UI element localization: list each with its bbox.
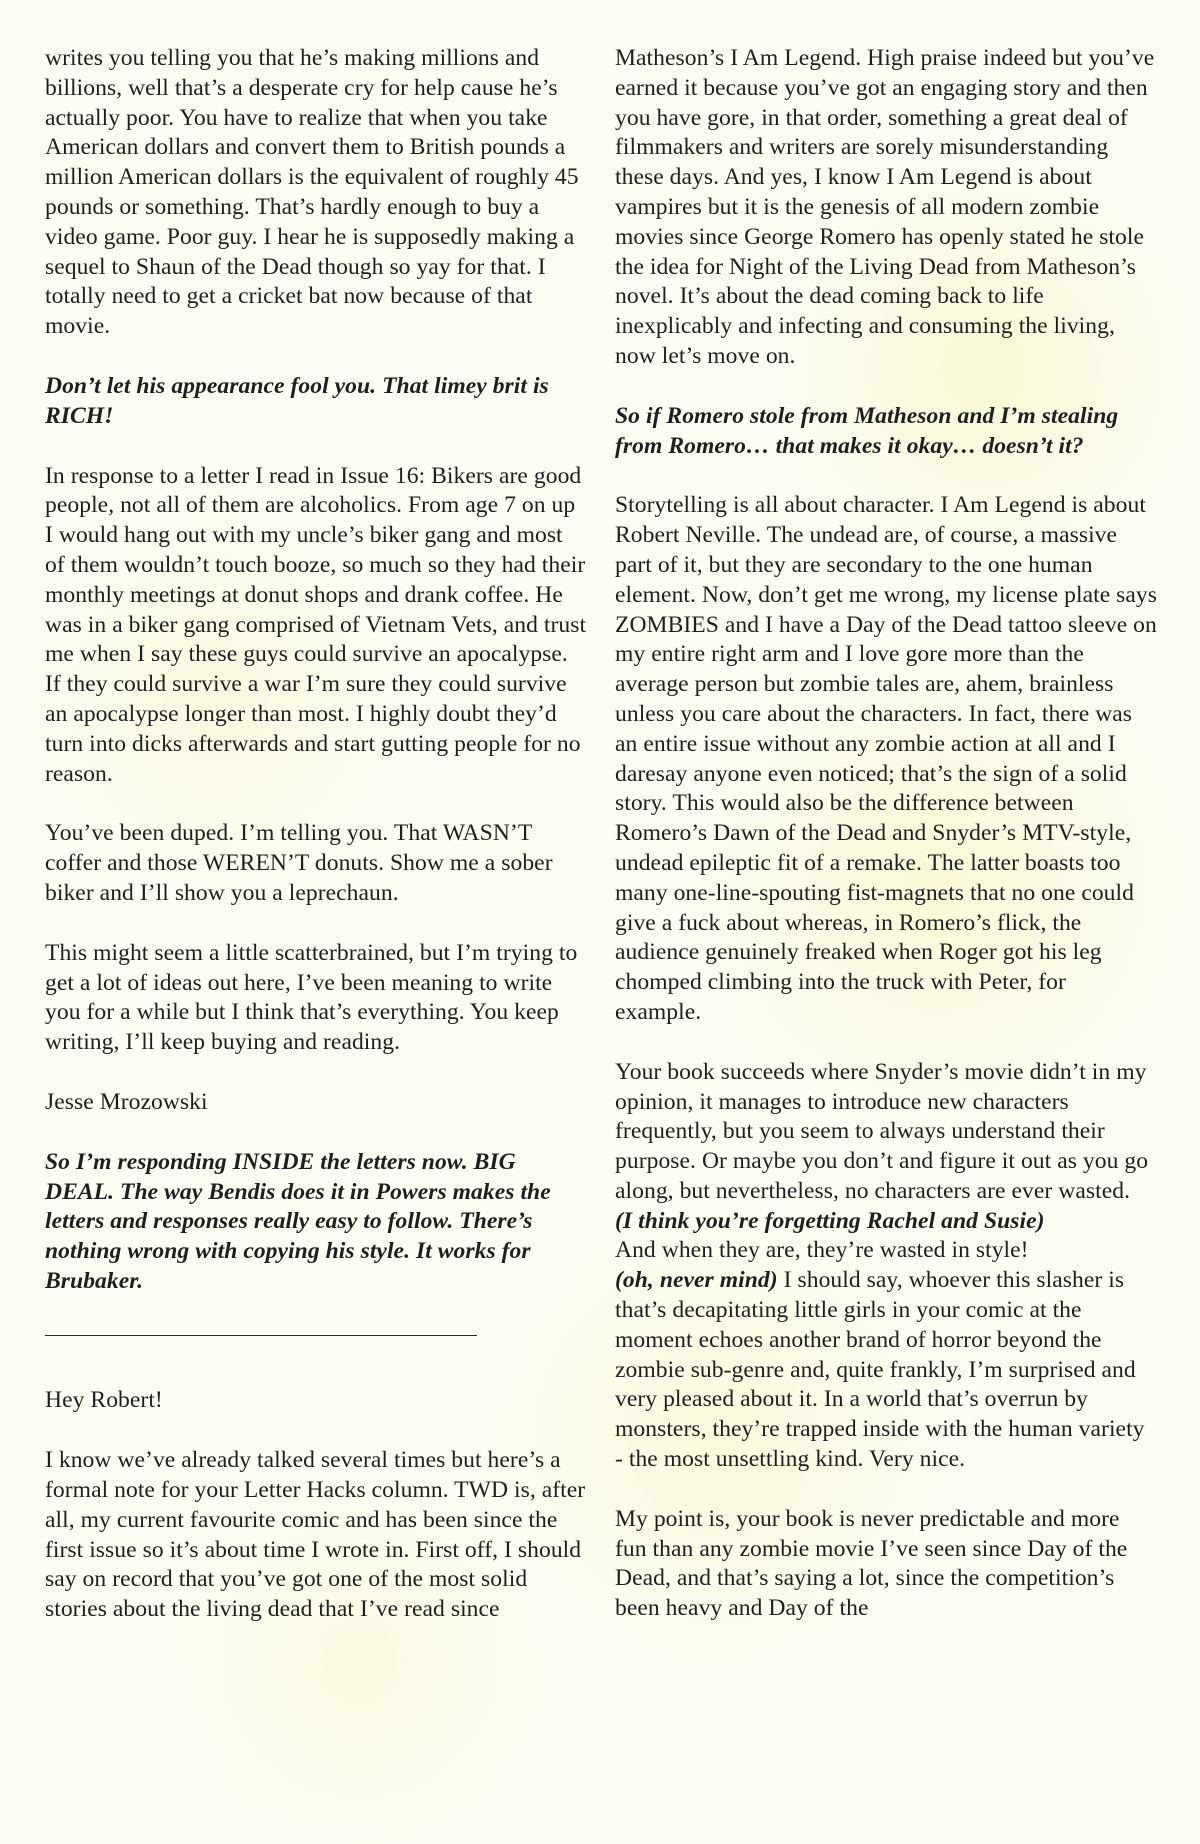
inline-editor-response: (oh, never mind): [615, 1267, 778, 1294]
letter-paragraph: Matheson’s I Am Legend. High praise indeed but you’ve earned it because you’ve got an engaging story and then you have gore, in that order, something a great deal of filmmakers and writers are sorely misunderstanding these days. And yes, I know I Am Legend is about vampires but it is the genesis of all modern zombie movies since George Romero has openly stated he stole the idea for Night of the Living Dead from Matheson’s novel. It’s about the dead coming back to life inexplicably and infecting and consuming the living, now let’s move on.: [615, 45, 1155, 369]
letter-greeting: Hey Robert!: [45, 1387, 163, 1414]
letter-text: I should say, whoever this slasher is that’s decapitating little girls in your comic at the moment echoes another brand of horror beyond the zombie sub-genre and, quite frankly, I’m surprised and very pleased about it. In a world that’s overrun by monsters, they’re trapped inside with the human variety - the most unsettling kind. Very nice.: [615, 1267, 1145, 1473]
letter-divider: [45, 1327, 587, 1357]
editor-response: So I’m responding INSIDE the letters now. BIG DEAL. The way Bendis does it in Powers makes the letters and responses really easy to follow. There’s nothing wrong with copying his style. It works for Brubaker.: [45, 1148, 551, 1294]
editor-response: So if Romero stole from Matheson and I’m stealing from Romero… that makes it okay… doesn’t it?: [615, 402, 1119, 459]
letter-paragraph-with-responses: [615, 1058, 1157, 1475]
letter-paragraph: You’ve been duped. I’m telling you. That WASN’T coffer and those WEREN’T donuts. Show me a sober biker and I’ll show you a leprechaun.: [45, 820, 553, 906]
letter-signature: Jesse Mrozowski: [45, 1088, 208, 1115]
letter-paragraph: Storytelling is all about character. I Am Legend is about Robert Neville. The undead are, of course, a massive part of it, but they are secondary to the one human element. Now, don’t get me wrong, my license plate says ZOMBIES and I have a Day of the Dead tattoo sleeve on my entire right arm and I love gore more than the average person but zombie tales are, ahem, brainless unless you care about the characters. In fact, there was an entire issue without any zombie action at all and I daresay anyone even noticed; that’s the sign of a solid story. This would also be the difference between Romero’s Dawn of the Dead and Snyder’s MTV-style, undead epileptic fit of a remake. The latter boasts too many one-line-spouting fist-magnets that no one could give a fuck about whereas, in Romero’s flick, the audience genuinely freaked when Roger got his leg chomped climbing into the truck with Peter, for example.: [615, 492, 1157, 1025]
letter-paragraph: My point is, your book is never predictable and more fun than any zombie movie I’ve seen since Day of the Dead, and that’s saying a lot, since the competition’s been heavy and Day of the: [615, 1505, 1128, 1622]
letter-text: Your book succeeds where Snyder’s movie didn’t in my opinion, it manages to introduce new characters frequently, but you seem to always understand their purpose. Or maybe you don’t and figure it out as you go along, but nevertheless, no characters are ever wasted.: [615, 1058, 1149, 1204]
left-column: [45, 44, 587, 1625]
right-column: [615, 44, 1157, 1624]
divider-rule: [45, 1335, 477, 1336]
inline-editor-response: (I think you’re forgetting Rachel and Susie): [615, 1207, 1045, 1234]
letter-text: And when they are, they’re wasted in style!: [615, 1237, 1029, 1264]
letter-paragraph: In response to a letter I read in Issue 16: Bikers are good people, not all of them are alcoholics. From age 7 on up I would hang out with my uncle’s biker gang and most of them wouldn’t touch booze, so much so they had their monthly meetings at donut shops and drank coffee. He was in a biker gang comprised of Vietnam Vets, and trust me when I say these guys could survive an apocalypse. If they could survive a war I’m sure they could survive an apocalypse longer than most. I highly doubt they’d turn into dicks afterwards and start gutting people for no reason.: [45, 462, 587, 787]
letter-paragraph: This might seem a little scatterbrained, but I’m trying to get a lot of ideas out here, I’ve been meaning to write you for a while but I think that’s everything. You keep writing, I’ll keep buying and reading.: [45, 939, 578, 1056]
letter-paragraph: writes you telling you that he’s making millions and billions, well that’s a desperate cry for help cause he’s actually poor. You have to realize that when you take American dollars and convert them to British pounds a million American dollars is the equivalent of roughly 45 pounds or something. That’s hardly enough to buy a video game. Poor guy. I hear he is supposedly making a sequel to Shaun of the Dead though so yay for that. I totally need to get a cricket bat now because of that movie.: [45, 45, 579, 340]
editor-response: Don’t let his appearance fool you. That limey brit is RICH!: [45, 372, 549, 429]
letter-paragraph: I know we’ve already talked several times but here’s a formal note for your Letter Hacks column. TWD is, after all, my current favourite comic and has been since the first issue so it’s about time I wrote in. First off, I should say on record that you’ve got one of the most solid stories about the living dead that I’ve read since: [45, 1447, 586, 1623]
